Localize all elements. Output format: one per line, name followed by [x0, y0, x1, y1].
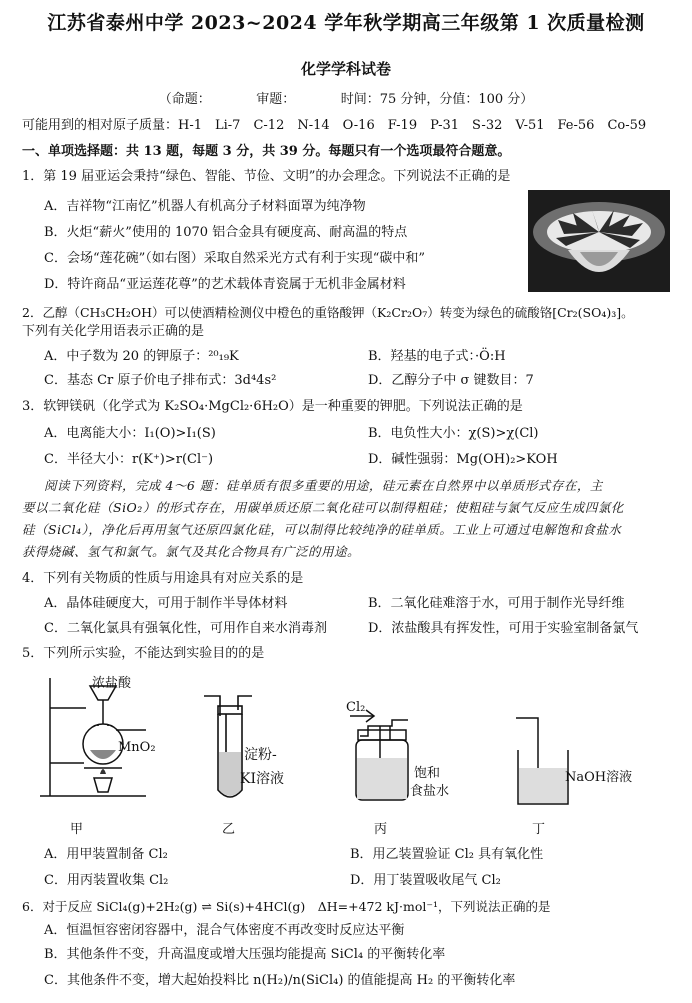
exam-subtitle: 化学学科试卷 — [300, 60, 391, 78]
q3-option-c: C．半径大小：r(K⁺)>r(Cl⁻) — [44, 452, 214, 467]
fig-label-ding: 丁 — [532, 822, 546, 837]
q6-stem: 6．对于反应 SiCl₄(g)+2H₂(g) ⇌ Si(s)+4HCl(g) ΔH=+472 kJ·mol⁻¹，下列说法正确的是 — [22, 899, 551, 914]
apparatus-ding — [512, 710, 592, 810]
q2-stem-cont: 下列有关化学用语表示正确的是 — [22, 324, 205, 339]
q3-option-b: B．电负性大小：χ(S)>χ(Cl) — [368, 426, 539, 441]
label-cl2: Cl₂ — [346, 700, 366, 715]
q2-option-c: C．基态 Cr 原子价电子排布式：3d⁴4s² — [44, 373, 277, 388]
label-saturated: 饱和 — [414, 766, 441, 781]
q1-option-a: A．吉祥物“江南忆”机器人有机高分子材料面罩为纯净物 — [44, 199, 366, 214]
label-brine: 食盐水 — [410, 784, 450, 799]
passage-line-1: 阅读下列资料，完成 4～6 题：硅单质有很多重要的用途，硅元素在自然界中以单质形式存在，主 — [44, 478, 603, 493]
passage-line-2: 要以二氧化硅（SiO₂）的形式存在，用碳单质还原二氧化硅可以制得粗硅；使粗硅与氯气反应生成四氯化 — [22, 500, 624, 515]
label-starch: 淀粉- — [244, 747, 277, 763]
q4-option-d: D．浓盐酸具有挥发性，可用于实验室制备氯气 — [368, 621, 639, 636]
lotus-bowl-photo — [528, 190, 670, 292]
q1-option-d: D．特许商品“亚运莲花尊”的艺术载体青瓷属于无机非金属材料 — [44, 277, 406, 292]
q2-option-b: B．羟基的电子式：·Ö:H — [368, 349, 506, 364]
q5-option-b: B．用乙装置验证 Cl₂ 具有氧化性 — [350, 847, 544, 862]
q3-stem: 3．软钾镁矾（化学式为 K₂SO₄·MgCl₂·6H₂O）是一种重要的钾肥。下列说法正确的是 — [22, 399, 523, 414]
fig-label-jia: 甲 — [70, 822, 84, 837]
q1-stem: 1．第 19 届亚运会秉持“绿色、智能、节俭、文明”的办会理念。下列说法不正确的是 — [22, 169, 511, 184]
q3-option-d: D．碱性强弱：Mg(OH)₂>KOH — [368, 452, 558, 467]
fig-label-yi: 乙 — [222, 822, 236, 837]
q4-option-b: B．二氧化硅难溶于水，可用于制作光导纤维 — [368, 596, 625, 611]
label-naoh: NaOH溶液 — [565, 770, 633, 785]
q4-stem: 4．下列有关物质的性质与用途具有对应关系的是 — [22, 571, 304, 586]
label-mno2: MnO₂ — [118, 740, 156, 755]
q1-option-b: B．火炬“薪火”使用的 1070 铝合金具有硬度高、耐高温的特点 — [44, 225, 408, 240]
exam-title: 江苏省泰州中学 2023~2024 学年秋学期高三年级第 1 次质量检测 — [47, 12, 645, 34]
atomic-masses: 可能用到的相对原子质量：H-1 Li-7 C-12 N-14 O-16 F-19 P-31 S-32 V-51 Fe-56 Co-59 — [22, 118, 647, 133]
q5-option-d: D．用丁装置吸收尾气 Cl₂ — [350, 873, 501, 888]
q2-stem: 2．乙醇（CH₃CH₂OH）可以使酒精检测仪中橙色的重铬酸钾（K₂Cr₂O₇）转变为绿色的硫酸铬[Cr₂(SO₄)₃]。 — [22, 305, 634, 320]
q5-option-a: A．用甲装置制备 Cl₂ — [44, 847, 168, 862]
q4-option-c: C．二氧化氯具有强氧化性，可用作自来水消毒剂 — [44, 621, 327, 636]
section-heading: 一、单项选择题：共 13 题，每题 3 分，共 39 分。每题只有一个选项最符合题意。 — [22, 144, 511, 159]
label-ki-solution: KI溶液 — [240, 771, 284, 787]
passage-line-3: 硅（SiCl₄），净化后再用氢气还原四氯化硅，可以制得比较纯净的硅单质。工业上可通过电解饱和食盐水 — [22, 522, 622, 537]
label-conc-hcl: 浓盐酸 — [92, 676, 132, 691]
q2-option-a: A．中子数为 20 的钾原子：²⁰₁₉K — [44, 349, 239, 364]
q3-option-a: A．电离能大小：I₁(O)>I₁(S) — [44, 426, 216, 441]
q6-option-a: A．恒温恒容密闭容器中，混合气体密度不再改变时反应达平衡 — [44, 923, 405, 938]
q5-stem: 5．下列所示实验，不能达到实验目的的是 — [22, 646, 265, 661]
q6-option-b: B．其他条件不变，升高温度或增大压强均能提高 SiCl₄ 的平衡转化率 — [44, 947, 446, 962]
q2-option-d: D．乙醇分子中 σ 键数目：7 — [368, 373, 534, 388]
fig-label-bing: 丙 — [374, 822, 388, 837]
q1-option-c: C．会场“莲花碗”（如右图）采取自然采光方式有利于实现“碳中和” — [44, 251, 426, 266]
q5-option-c: C．用丙装置收集 Cl₂ — [44, 873, 169, 888]
passage-line-4: 获得烧碱、氢气和氯气。氯气及其化合物具有广泛的用途。 — [22, 544, 361, 559]
exam-meta: （命题： 审题： 时间：75 分钟，分值：100 分） — [158, 92, 534, 107]
q4-option-a: A．晶体硅硬度大，可用于制作半导体材料 — [44, 596, 288, 611]
q6-option-c: C．其他条件不变，增大起始投料比 n(H₂)/n(SiCl₄) 的值能提高 H₂ 的平衡转化率 — [44, 973, 516, 988]
